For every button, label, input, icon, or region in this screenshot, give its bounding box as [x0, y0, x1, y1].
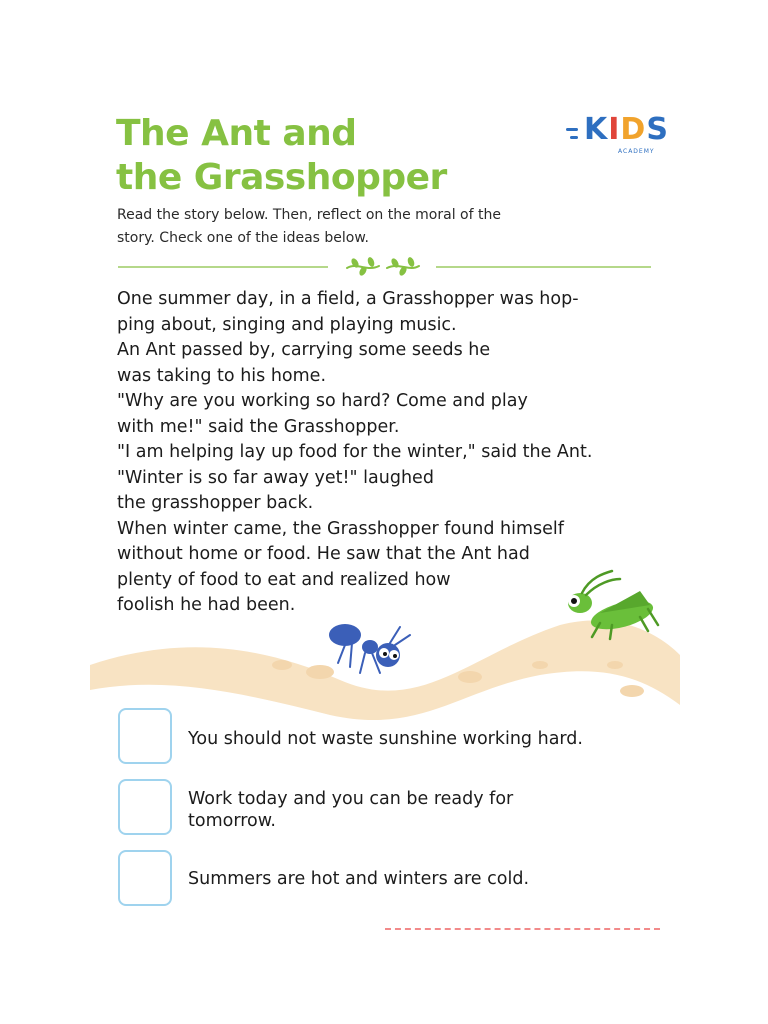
story-line: "Why are you working so hard? Come and play — [117, 391, 528, 411]
footer-dashed-line — [385, 928, 660, 930]
title-line-1: The Ant and — [116, 113, 357, 154]
story-line: with me!" said the Grasshopper. — [117, 416, 400, 437]
logo-letter-d: D — [620, 112, 647, 147]
logo-letter-k: K — [584, 112, 609, 147]
option-3-label: Summers are hot and winters are cold. — [188, 869, 530, 889]
logo-letter-s: S — [646, 112, 669, 147]
logo-subtitle: ACADEMY — [618, 148, 655, 155]
story-line: One summer day, in a field, a Grasshopper was hop- — [117, 289, 579, 309]
ant-icon — [329, 624, 410, 673]
divider-line-left — [118, 266, 328, 268]
story-line: An Ant passed by, carrying some seeds he — [117, 340, 491, 360]
story-line: When winter came, the Grasshopper found himself — [117, 518, 564, 539]
logo-letter-i: I — [608, 112, 621, 147]
logo-wordmark — [584, 112, 669, 147]
illustration-scene — [0, 565, 768, 725]
kids-academy-logo — [566, 112, 669, 162]
worksheet-title — [116, 112, 447, 200]
logo-dash — [570, 136, 578, 139]
story-line: plenty of food to eat and realized how — [117, 569, 451, 590]
story-line: was taking to his home. — [117, 365, 327, 386]
option-1-label: You should not waste sunshine working hard. — [188, 729, 583, 749]
divider-line-right — [436, 266, 651, 268]
option-2-label: Work today and you can be ready for tomorrow. — [188, 789, 514, 831]
option-3-checkbox[interactable] — [118, 850, 172, 906]
title-line-2: the Grasshopper — [116, 157, 447, 198]
instructions-text: Read the story below. Then, reflect on the moral of the story. Check one of the ideas below. — [117, 207, 501, 246]
option-1-checkbox[interactable] — [118, 708, 172, 764]
story-line: the grasshopper back. — [117, 493, 314, 513]
story-line: without home or food. He saw that the Ant had — [117, 544, 530, 564]
leaf-ornament-icon — [343, 256, 423, 278]
story-line: ping about, singing and playing music. — [117, 314, 457, 335]
story-line: "I am helping lay up food for the winter," said the Ant. — [117, 442, 593, 462]
logo-dash — [566, 128, 578, 131]
story-line: "Winter is so far away yet!" laughed — [117, 467, 434, 488]
story-line: foolish he had been. — [117, 595, 296, 615]
option-2-checkbox[interactable] — [118, 779, 172, 835]
